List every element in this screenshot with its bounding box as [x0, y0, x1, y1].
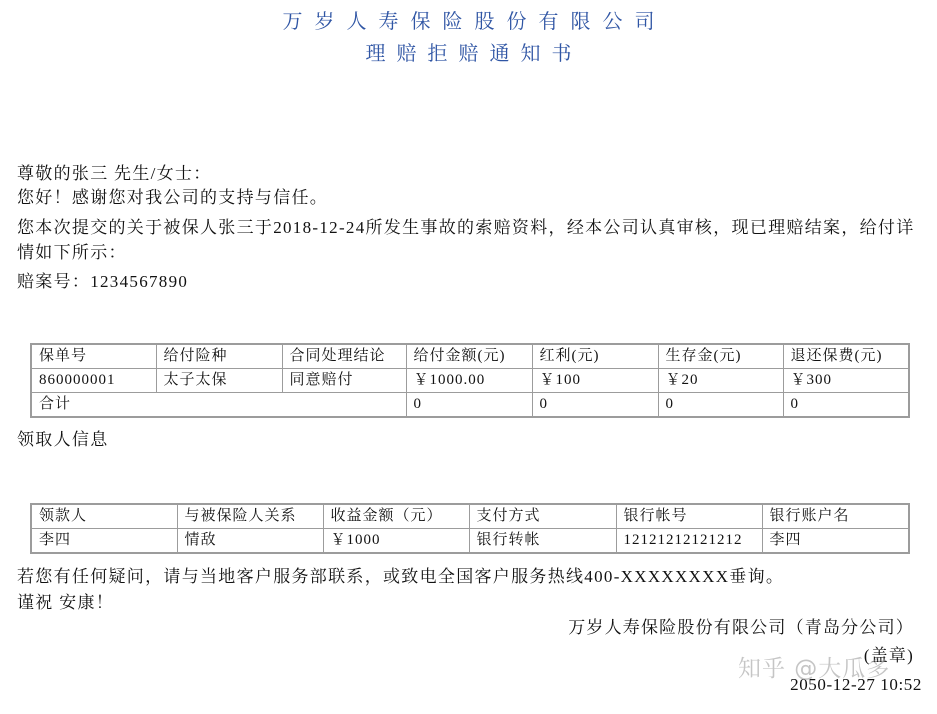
table-header-cell: 与被保险人关系 — [177, 504, 323, 529]
table-row — [31, 529, 909, 554]
table-header-cell: 银行帐号 — [616, 504, 762, 529]
table-header-cell: 生存金(元) — [658, 344, 783, 369]
table-header-cell: 保单号 — [31, 344, 156, 369]
company-title: 万岁人寿保险股份有限公司 — [282, 11, 667, 33]
table-cell: 李四 — [31, 529, 177, 554]
table-cell: ￥100 — [532, 369, 658, 393]
greeting-line: 尊敬的张三 先生/女士： — [17, 164, 212, 183]
total-cell: 0 — [783, 393, 909, 418]
total-cell: 0 — [532, 393, 658, 418]
issue-date: 2050-12-27 10:52 — [790, 675, 922, 694]
table-header-cell: 领款人 — [31, 504, 177, 529]
wishes-line: 谨祝 安康！ — [17, 593, 115, 612]
table-cell: 860000001 — [31, 369, 156, 393]
table-cell: 银行转帐 — [469, 529, 616, 554]
table-cell: ￥300 — [783, 369, 909, 393]
table-cell: 李四 — [762, 529, 909, 554]
watermark: 知乎 @大瓜多 — [738, 656, 891, 682]
document-title: 理赔拒赔通知书 — [365, 43, 583, 65]
table-header-cell: 退还保费(元) — [783, 344, 909, 369]
seal-note: (盖章) — [863, 646, 914, 665]
table-header-cell: 收益金额（元） — [323, 504, 469, 529]
inquiry-line: 若您有任何疑问，请与当地客户服务部联系，或致电全国客户服务热线400-XXXXXXXX垂询。 — [17, 567, 785, 586]
paragraph-line-2: 情如下所示： — [17, 243, 127, 262]
table-header-row — [31, 344, 909, 369]
table-header-cell: 红利(元) — [532, 344, 658, 369]
table-cell: ￥1000.00 — [406, 369, 532, 393]
case-number: 赔案号：1234567890 — [17, 272, 189, 291]
receiver-section-title: 领取人信息 — [17, 430, 109, 449]
table-header-cell: 支付方式 — [469, 504, 616, 529]
total-label-cell: 合计 — [31, 393, 406, 418]
table-header-row — [31, 504, 909, 529]
table-row — [31, 369, 909, 393]
payment-table — [30, 343, 910, 418]
table-cell: 同意赔付 — [282, 369, 406, 393]
table-cell: 情敌 — [177, 529, 323, 554]
table-header-cell: 银行账户名 — [762, 504, 909, 529]
table-header-cell: 合同处理结论 — [282, 344, 406, 369]
total-cell: 0 — [406, 393, 532, 418]
total-cell: 0 — [658, 393, 783, 418]
signature-company: 万岁人寿保险股份有限公司（青岛分公司） — [568, 618, 914, 637]
table-header-cell: 给付险种 — [156, 344, 282, 369]
table-total-row — [31, 393, 909, 418]
table-cell: ￥1000 — [323, 529, 469, 554]
paragraph-line-1: 您本次提交的关于被保人张三于2018-12-24所发生事故的索赔资料，经本公司认真审核，现已理赔结案，给付详 — [17, 218, 915, 237]
table-header-cell: 给付金额(元) — [406, 344, 532, 369]
hello-line: 您好！感谢您对我公司的支持与信任。 — [17, 188, 329, 207]
table-cell: 12121212121212 — [616, 529, 762, 554]
table-cell: ￥20 — [658, 369, 783, 393]
receiver-table — [30, 503, 910, 554]
table-cell: 太子太保 — [156, 369, 282, 393]
